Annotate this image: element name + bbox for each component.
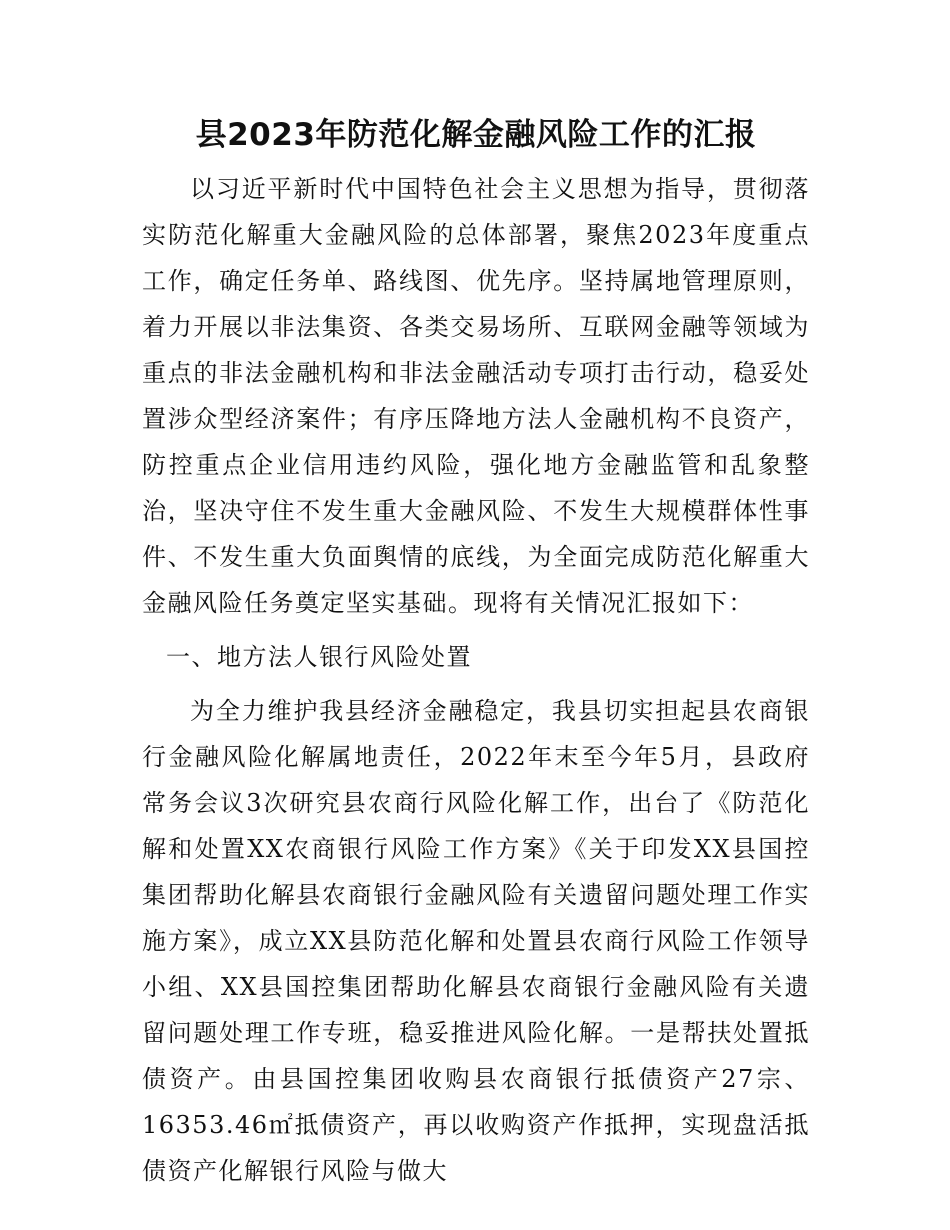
document-title: 县2023年防范化解金融风险工作的汇报 [195, 117, 757, 153]
section-paragraph: 为全力维护我县经济金融稳定，我县切实担起县农商银行金融风险化解属地责任，2022年末至今年5月，县政府常务会议3次研究县农商行风险化解工作，出台了《防范化解和处置XX农商银行风险工作方案》《关于印发XX县国控集团帮助化解县农商银行金融风险有关遗留问题处理工作实施方案》，成立XX县防范化解和处置县农商行风险工作领导小组、XX县国控集团帮助化解县农商银行金融风险有关遗留问题处理工作专班，稳妥推进风险化解。一是帮扶处置抵债资产。由县国控集团收购县农商银行抵债资产27宗、16353.46㎡抵债资产，再以收购资产作抵押，实现盘活抵债资产化解银行风险与做大 [142, 697, 810, 1185]
section-heading: 一、地方法人银行风险处置 [166, 643, 472, 671]
intro-paragraph: 以习近平新时代中国特色社会主义思想为指导，贯彻落实防范化解重大金融风险的总体部署，聚焦2023年度重点工作，确定任务单、路线图、优先序。坚持属地管理原则，着力开展以非法集资、各类交易场所、互联网金融等领域为重点的非法金融机构和非法金融活动专项打击行动，稳妥处置涉众型经济案件；有序压降地方法人金融机构不良资产，防控重点企业信用违约风险，强化地方金融监管和乱象整治，坚决守住不发生重大金融风险、不发生大规模群体性事件、不发生重大负面舆情的底线，为全面完成防范化解重大金融风险任务奠定坚实基础。现将有关情况汇报如下： [142, 175, 810, 617]
document-page [142, 110, 810, 1194]
